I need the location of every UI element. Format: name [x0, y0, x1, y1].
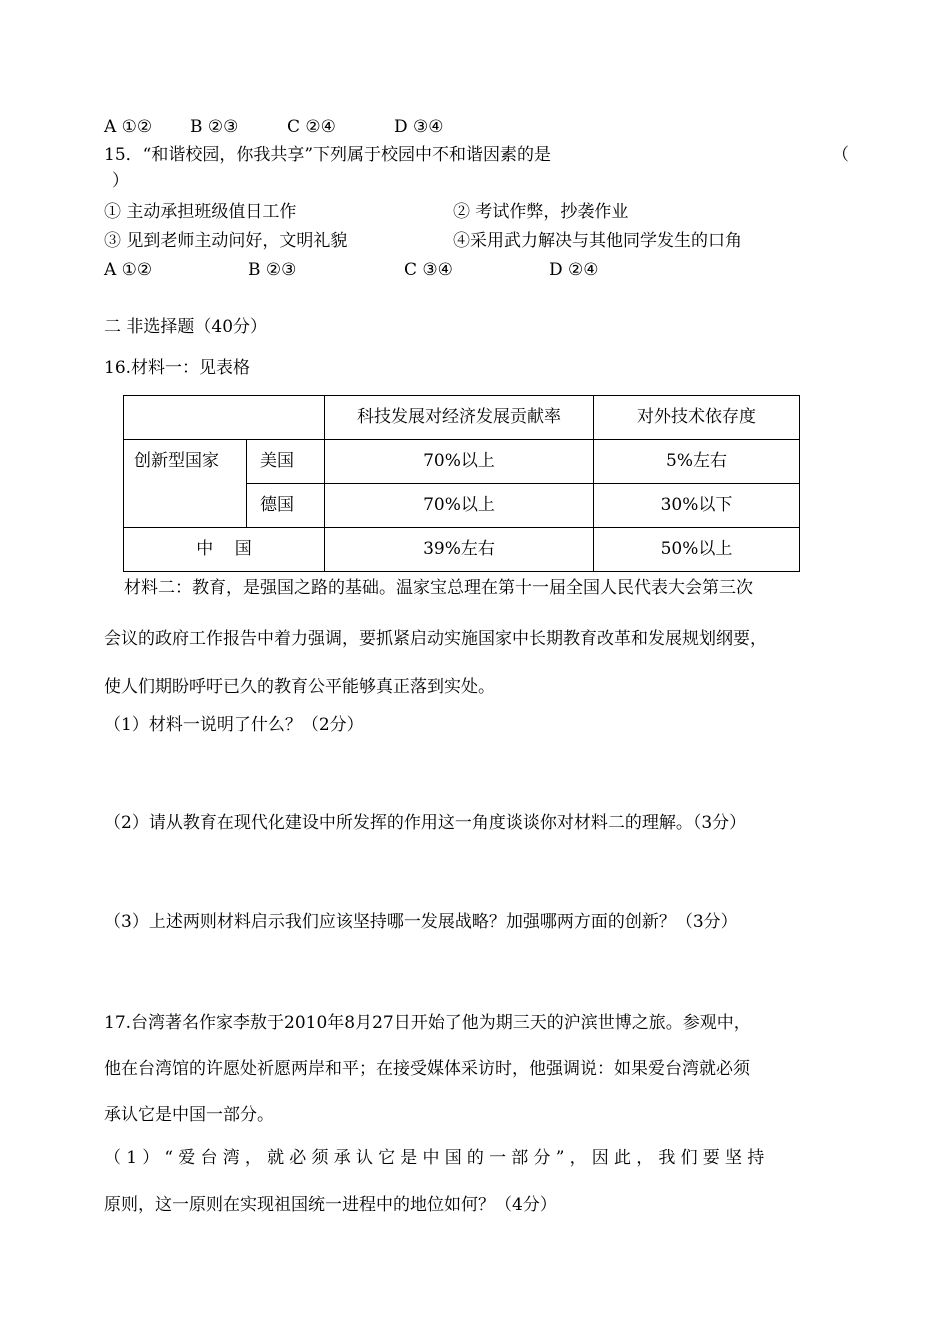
material2-line-3: 使人们期盼呼吁已久的教育公平能够真正落到实处。: [104, 677, 495, 697]
q17-question-1-line-2: 原则，这一原则在实现祖国统一进程中的地位如何？（4分）: [104, 1195, 557, 1215]
table-cell-dependence: 30%以下: [594, 484, 800, 528]
table-header-row: [124, 396, 800, 440]
q17-question-1-line-1: （1）“爱台湾，就必须承认它是中国的一部分”，因此，我们要坚持: [104, 1148, 770, 1168]
q14-option-c: C ②④: [287, 117, 336, 137]
q17-text-line-1: 17.台湾著名作家李敖于2010年8月27日开始了他为期三天的沪滨世博之旅。参观中，: [104, 1013, 751, 1033]
q16-intro: 16.材料一：见表格: [104, 358, 251, 378]
q15-item-1: ① 主动承担班级值日工作: [104, 202, 297, 222]
q15-item-2: ② 考试作弊，抄袭作业: [453, 202, 629, 222]
table-cell-country: 美国: [247, 440, 325, 484]
q14-option-b: B ②③: [190, 117, 239, 137]
data-table: [123, 395, 800, 572]
table-cell-country: 中 国: [124, 528, 325, 572]
q15-option-d: D ②④: [549, 260, 599, 280]
q17-text-line-2: 他在台湾馆的许愿处祈愿两岸和平；在接受媒体采访时，他强调说：如果爱台湾就必须: [104, 1059, 750, 1079]
table-header-dependence: 对外技术依存度: [594, 396, 800, 440]
q15-item-3: ③ 见到老师主动问好，文明礼貌: [104, 231, 348, 251]
q15-option-c: C ③④: [404, 260, 453, 280]
q14-option-a: A ①②: [104, 117, 153, 137]
table-cell-contribution: 70%以上: [325, 440, 594, 484]
q15-paren-open: （: [832, 145, 849, 165]
material2-line-1: 材料二：教育，是强国之路的基础。温家宝总理在第十一届全国人民代表大会第三次: [124, 578, 753, 598]
q15-option-a: A ①②: [104, 260, 153, 280]
table-header-empty: [124, 396, 325, 440]
q17-text-line-3: 承认它是中国一部分。: [104, 1105, 274, 1125]
q16-question-2: （2）请从教育在现代化建设中所发挥的作用这一角度谈谈你对材料二的理解。（3分）: [104, 813, 747, 833]
material2-line-2: 会议的政府工作报告中着力强调，要抓紧启动实施国家中长期教育改革和发展规划纲要，: [104, 629, 767, 649]
q15-item-4: ④采用武力解决与其他同学发生的口角: [453, 231, 742, 251]
q14-option-d: D ③④: [394, 117, 444, 137]
table-row: [124, 440, 800, 484]
table-header-contribution: 科技发展对经济发展贡献率: [325, 396, 594, 440]
table-cell-dependence: 5%左右: [594, 440, 800, 484]
q15-stem: 15．“和谐校园，你我共享”下列属于校园中不和谐因素的是: [104, 145, 552, 165]
table-row: [124, 528, 800, 572]
table-cell-contribution: 70%以上: [325, 484, 594, 528]
q15-paren-close: ）: [112, 171, 129, 191]
table-group-label: 创新型国家: [124, 440, 247, 528]
table-cell-dependence: 50%以上: [594, 528, 800, 572]
table-cell-country: 德国: [247, 484, 325, 528]
q15-option-b: B ②③: [248, 260, 297, 280]
table-cell-contribution: 39%左右: [325, 528, 594, 572]
q16-question-3: （3）上述两则材料启示我们应该坚持哪一发展战略？加强哪两方面的创新？（3分）: [104, 912, 738, 932]
section2-title: 二 非选择题（40分）: [104, 317, 268, 337]
q16-question-1: （1）材料一说明了什么？（2分）: [104, 715, 364, 735]
